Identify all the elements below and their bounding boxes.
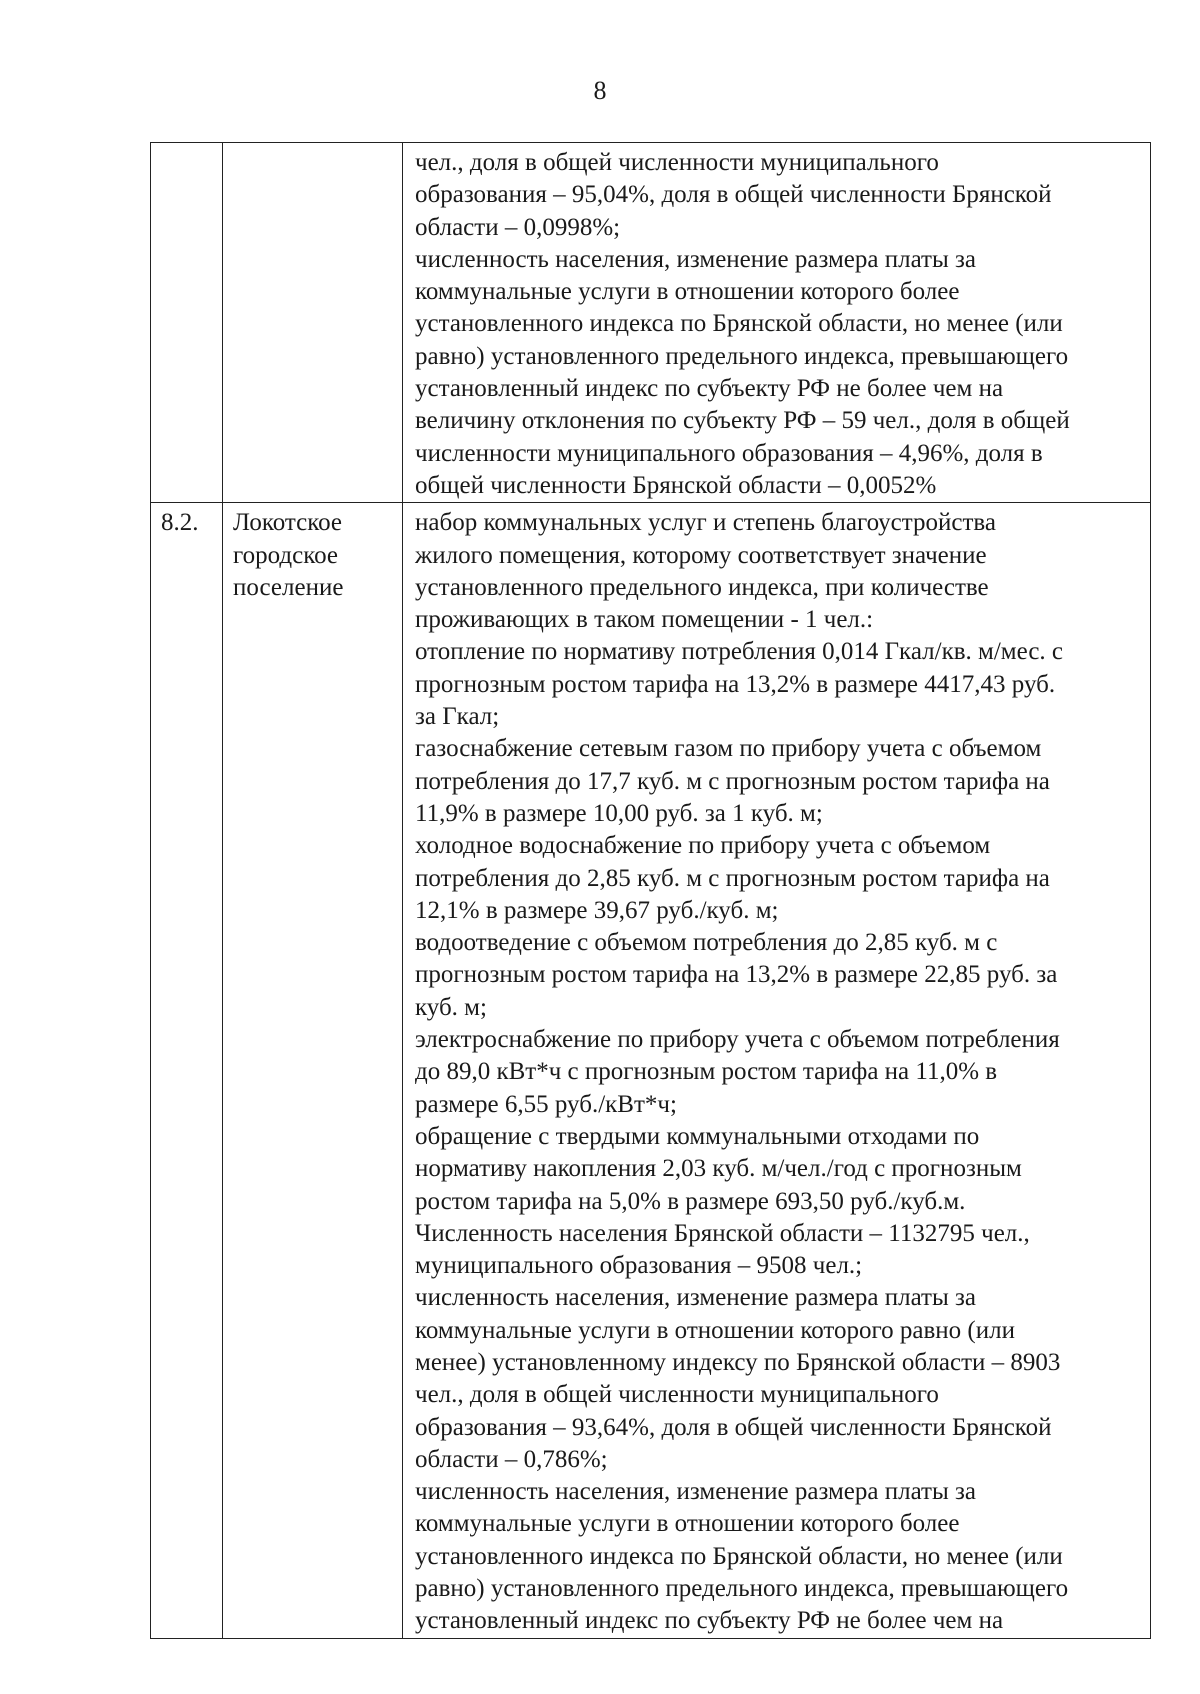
text-line: равно) установленного предельного индекса, превышающего xyxy=(415,342,1069,370)
text-line: жилого помещения, которому соответствует значение xyxy=(415,541,987,569)
municipality-name-line: Локотское xyxy=(233,509,342,537)
text-line: численность населения, изменение размера платы за xyxy=(415,245,976,273)
row-number: 8.2. xyxy=(161,509,199,537)
text-line: численность населения, изменение размера платы за xyxy=(415,1284,976,1312)
text-line: холодное водоснабжение по прибору учета с объемом xyxy=(415,832,991,860)
text-line: установленного индекса по Брянской области, но менее (или xyxy=(415,310,1063,338)
text-line: 12,1% в размере 39,67 руб./куб. м; xyxy=(415,896,779,924)
text-line: образования – 95,04%, доля в общей численности Брянской xyxy=(415,181,1052,209)
text-line: нормативу накопления 2,03 куб. м/чел./год с прогнозным xyxy=(415,1155,1022,1183)
text-line: установленного предельного индекса, при количестве xyxy=(415,573,989,601)
text-line: потребления до 2,85 куб. м с прогнозным ростом тарифа на xyxy=(415,864,1050,892)
row-number-cell xyxy=(151,503,223,1638)
text-line: коммунальные услуги в отношении которого равно (или xyxy=(415,1316,1015,1344)
description-cell xyxy=(403,143,1151,503)
text-line: равно) установленного предельного индекса, превышающего xyxy=(415,1575,1069,1603)
text-line: прогнозным ростом тарифа на 13,2% в размере 22,85 руб. за xyxy=(415,961,1058,989)
text-line: проживающих в таком помещении - 1 чел.: xyxy=(415,606,874,634)
text-line: установленный индекс по субъекту РФ не более чем на xyxy=(415,375,1004,403)
text-line: образования – 93,64%, доля в общей численности Брянской xyxy=(415,1413,1052,1441)
text-line: установленный индекс по субъекту РФ не более чем на xyxy=(415,1607,1004,1635)
data-table xyxy=(150,142,1151,1639)
text-line: газоснабжение сетевым газом по прибору учета с объемом xyxy=(415,735,1042,763)
text-line: Численность населения Брянской области – 1132795 чел., xyxy=(415,1219,1030,1247)
municipality-name-cell xyxy=(223,503,403,1638)
text-line: обращение с твердыми коммунальными отходами по xyxy=(415,1122,980,1150)
text-line: до 89,0 кВт*ч с прогнозным ростом тарифа на 11,0% в xyxy=(415,1058,998,1086)
table-row xyxy=(151,143,1151,503)
text-line: коммунальные услуги в отношении которого более xyxy=(415,1510,960,1538)
text-line: менее) установленному индексу по Брянской области – 8903 xyxy=(415,1348,1061,1376)
row-number-cell xyxy=(151,143,223,503)
text-line: численности муниципального образования – 4,96%, доля в xyxy=(415,439,1043,467)
text-line: чел., доля в общей численности муниципального xyxy=(415,1381,939,1409)
text-line: численность населения, изменение размера платы за xyxy=(415,1478,976,1506)
description-cell xyxy=(403,503,1151,1638)
text-line: величину отклонения по субъекту РФ – 59 чел., доля в общей xyxy=(415,407,1070,435)
text-line: набор коммунальных услуг и степень благоустройства xyxy=(415,509,996,537)
municipality-name-line: поселение xyxy=(233,573,344,601)
text-line: области – 0,0998%; xyxy=(415,213,621,241)
text-line: чел., доля в общей численности муниципального xyxy=(415,149,939,176)
table-row xyxy=(151,503,1151,1638)
text-line: за Гкал; xyxy=(415,703,500,731)
text-line: установленного индекса по Брянской области, но менее (или xyxy=(415,1542,1063,1570)
text-line: муниципального образования – 9508 чел.; xyxy=(415,1252,863,1280)
text-line: коммунальные услуги в отношении которого более xyxy=(415,278,960,306)
text-line: прогнозным ростом тарифа на 13,2% в размере 4417,43 руб. xyxy=(415,670,1056,698)
municipality-name-cell xyxy=(223,143,403,503)
text-line: ростом тарифа на 5,0% в размере 693,50 руб./куб.м. xyxy=(415,1187,966,1215)
text-line: отопление по нормативу потребления 0,014 Гкал/кв. м/мес. с xyxy=(415,638,1064,666)
text-line: электроснабжение по прибору учета с объемом потребления xyxy=(415,1026,1060,1054)
text-line: куб. м; xyxy=(415,993,487,1021)
text-line: потребления до 17,7 куб. м с прогнозным ростом тарифа на xyxy=(415,767,1050,795)
page-number: 8 xyxy=(593,76,607,105)
text-line: области – 0,786%; xyxy=(415,1445,608,1473)
text-line: общей численности Брянской области – 0,0052% xyxy=(415,471,937,499)
text-line: водоотведение с объемом потребления до 2,85 куб. м с xyxy=(415,929,998,957)
text-line: размере 6,55 руб./кВт*ч; xyxy=(415,1090,677,1118)
text-line: 11,9% в размере 10,00 руб. за 1 куб. м; xyxy=(415,799,823,827)
municipality-name-line: городское xyxy=(233,541,339,569)
